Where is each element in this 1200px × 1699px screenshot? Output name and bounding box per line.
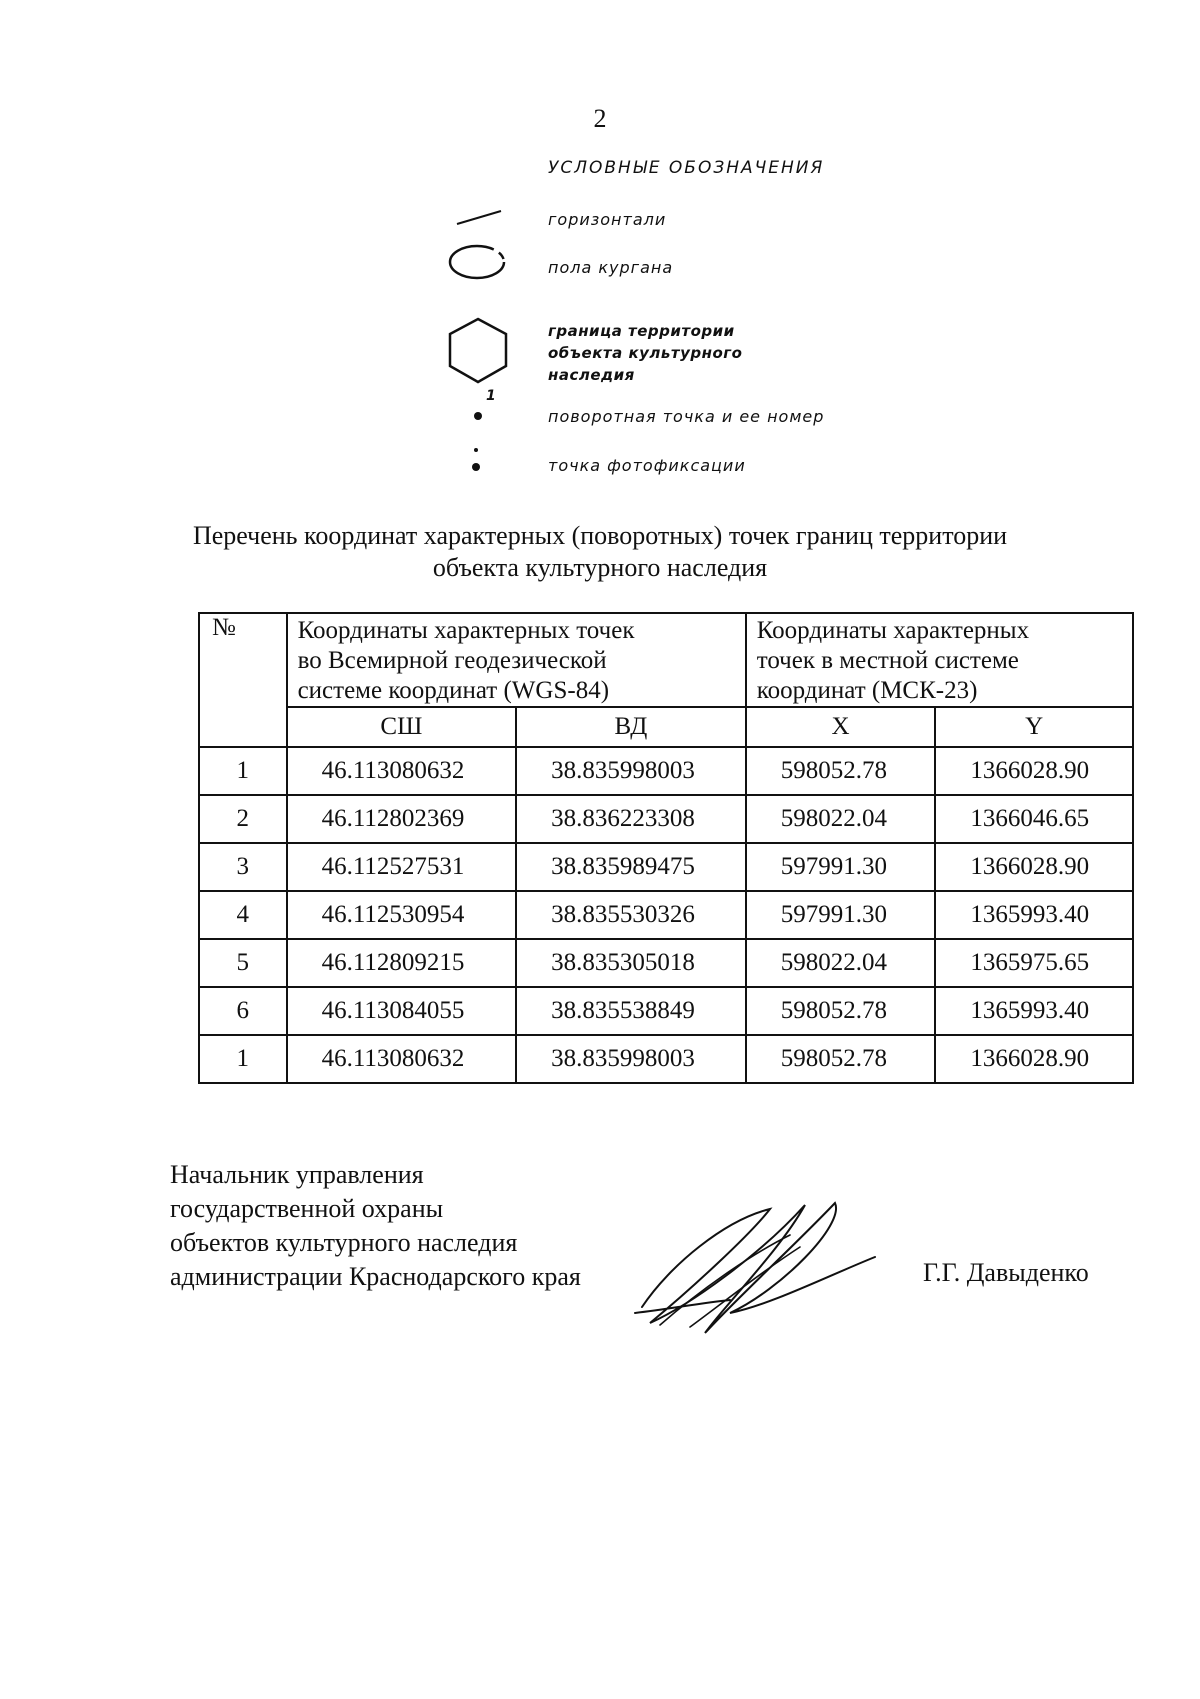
x-cell: 597991.30 [746,843,936,891]
longitude-cell: 38.835305018 [516,939,746,987]
table-row [199,939,1133,987]
y-cell: 1366028.90 [935,747,1133,795]
table-row [199,891,1133,939]
y-cell: 1366028.90 [935,843,1133,891]
signatory-name: Г.Г. Давыденко [923,1258,1089,1287]
longitude-cell: 38.835998003 [516,747,746,795]
y-cell: 1366028.90 [935,1035,1133,1083]
point-number-cell: 1 [199,1035,287,1083]
y-cell: 1365993.40 [935,891,1133,939]
latitude-cell: 46.113080632 [287,747,517,795]
msk23-header [746,613,1133,707]
table-row [199,1035,1133,1083]
page-number: 2 [593,104,607,133]
longitude-cell: 38.836223308 [516,795,746,843]
turning-point-icon [472,410,486,424]
legend-label-photo-point: точка фотофиксации [548,456,746,475]
longitude-cell: 38.835989475 [516,843,746,891]
table-caption [0,520,1200,584]
signatory-position [170,1158,581,1294]
wgs84-header [287,613,746,707]
turning-point-number: 1 [486,388,497,404]
longitude-cell: 38.835530326 [516,891,746,939]
point-number-cell: 3 [199,843,287,891]
photo-point-icon [470,446,484,476]
territory-boundary-icon [446,316,510,386]
latitude-header: СШ [287,707,517,747]
x-cell: 598052.78 [746,747,936,795]
header-line: координат (МСК-23) [756,677,978,704]
position-line: Начальник управления [170,1160,424,1189]
mound-floor-icon [446,242,510,282]
point-number-cell: 6 [199,987,287,1035]
legend-label-mound: пола кургана [548,258,674,277]
table-header-row [199,613,1133,707]
latitude-cell: 46.112809215 [287,939,517,987]
x-header: X [746,707,936,747]
table-subheader-row [199,707,1133,747]
position-line: объектов культурного наследия [170,1228,518,1257]
position-line: администрации Краснодарского края [170,1262,581,1291]
y-header: Y [935,707,1133,747]
legend-label-turning-point: поворотная точка и ее номер [548,407,825,426]
latitude-cell: 46.113084055 [287,987,517,1035]
point-number-cell: 5 [199,939,287,987]
coordinates-table [198,612,1134,1084]
point-number-cell: 4 [199,891,287,939]
legend-label-boundary [548,320,742,386]
table-body [199,747,1133,1083]
point-number-cell: 1 [199,747,287,795]
x-cell: 598022.04 [746,939,936,987]
longitude-cell: 38.835998003 [516,1035,746,1083]
latitude-cell: 46.112527531 [287,843,517,891]
num-header: № [199,613,287,747]
y-cell: 1366046.65 [935,795,1133,843]
y-cell: 1365975.65 [935,939,1133,987]
header-line: системе координат (WGS-84) [297,677,610,704]
table-row [199,843,1133,891]
legend-label-contours: горизонтали [548,210,667,229]
legend-title: УСЛОВНЫЕ ОБОЗНАЧЕНИЯ [548,158,825,178]
caption-line: объекта культурного наследия [432,553,768,582]
longitude-cell: 38.835538849 [516,987,746,1035]
longitude-header: ВД [516,707,746,747]
handwritten-signature [630,1195,880,1345]
position-line: государственной охраны [170,1194,444,1223]
caption-line: Перечень координат характерных (поворотных) точек границ территории [192,521,1008,550]
table-row [199,747,1133,795]
latitude-cell: 46.112802369 [287,795,517,843]
legend-label-boundary-line: наследия [548,366,635,384]
table-row [199,987,1133,1035]
legend-label-boundary-line: объекта культурного [548,344,743,362]
point-number-cell: 2 [199,795,287,843]
header-line: Координаты характерных точек [297,617,635,644]
x-cell: 598052.78 [746,1035,936,1083]
y-cell: 1365993.40 [935,987,1133,1035]
header-line: во Всемирной геодезической [297,647,607,674]
x-cell: 598052.78 [746,987,936,1035]
x-cell: 597991.30 [746,891,936,939]
legend-label-boundary-line: граница территории [548,322,735,340]
table-row [199,795,1133,843]
contour-line-icon [455,208,505,228]
header-line: точек в местной системе [756,647,1019,674]
x-cell: 598022.04 [746,795,936,843]
latitude-cell: 46.112530954 [287,891,517,939]
latitude-cell: 46.113080632 [287,1035,517,1083]
header-line: Координаты характерных [756,617,1030,644]
